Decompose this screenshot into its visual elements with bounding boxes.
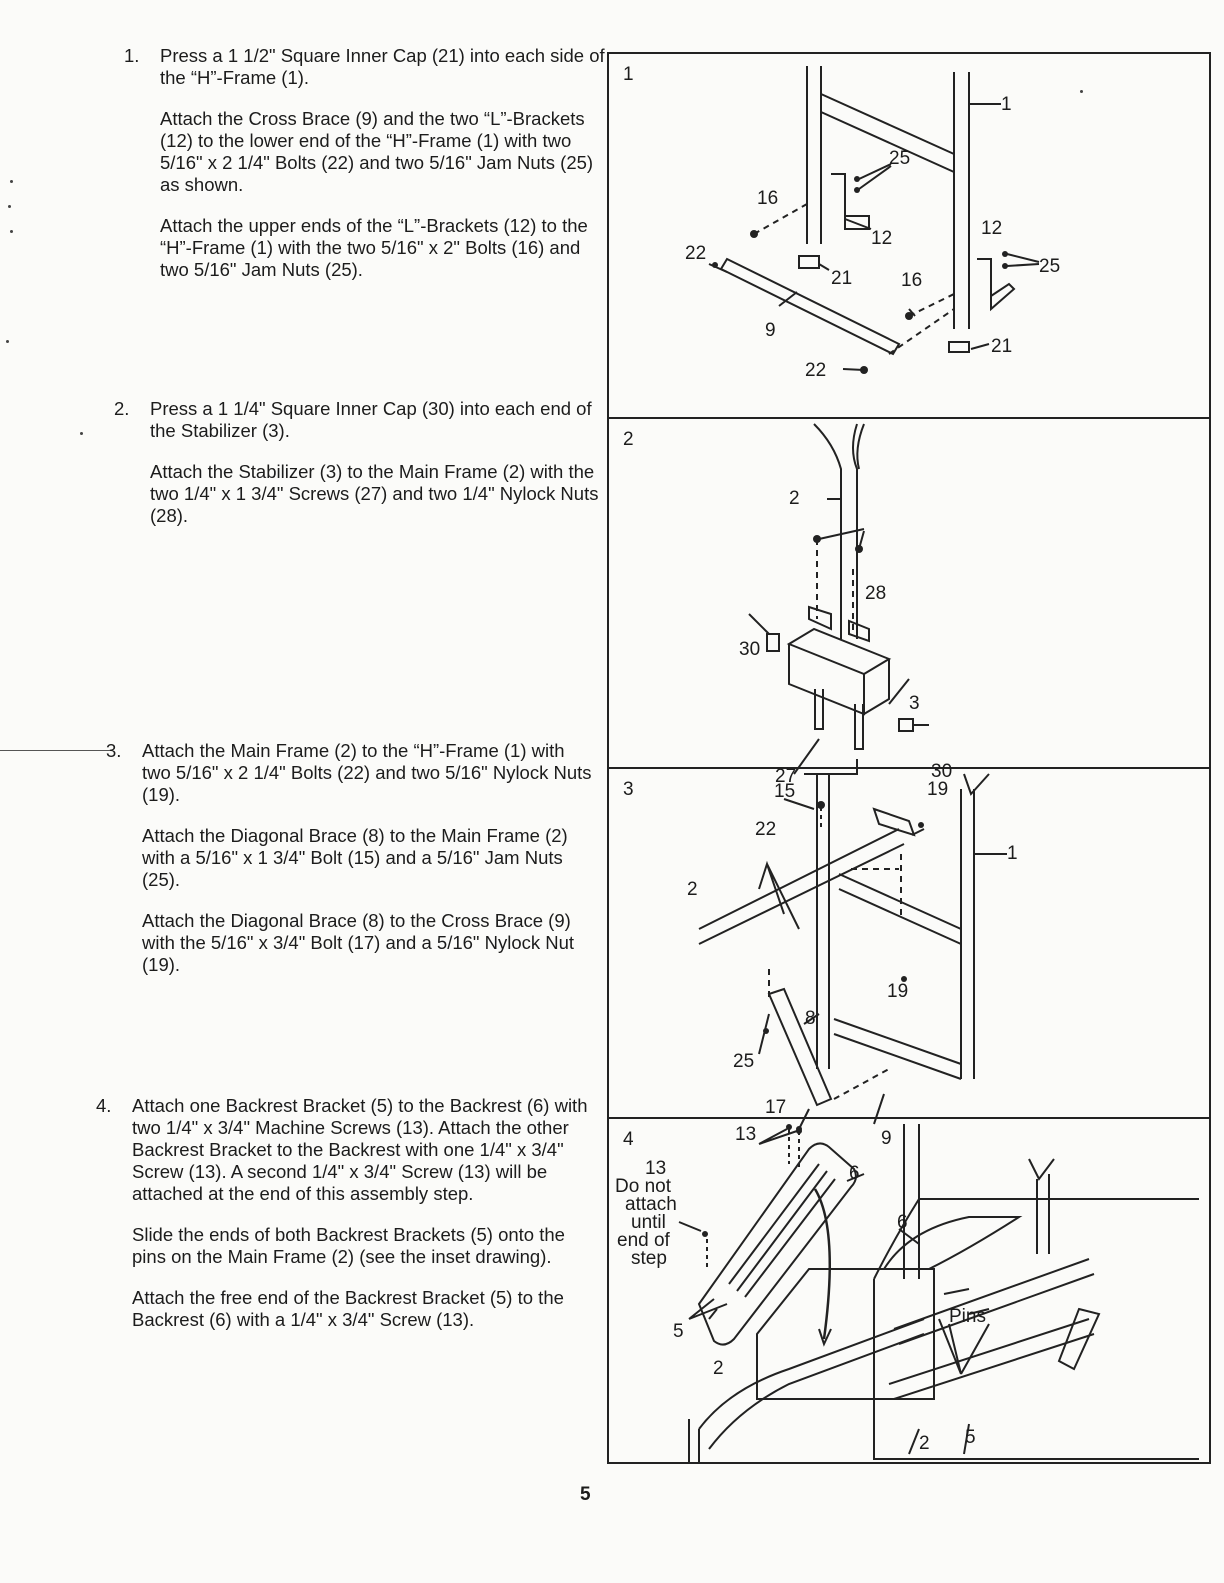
callout-21: 21 bbox=[831, 268, 853, 289]
step-paragraph: Attach the Diagonal Brace (8) to the Cross Brace (9) with the 5/16" x 3/4" Bolt (17) and a 5/16" Nylock Nut (19). bbox=[142, 910, 575, 975]
do-not-attach-note: Do not bbox=[615, 1176, 671, 1197]
callout-27: 27 bbox=[775, 766, 797, 787]
panel-number: 4 bbox=[623, 1129, 634, 1150]
callout-2: 2 bbox=[713, 1358, 724, 1379]
callout-9: 9 bbox=[881, 1128, 892, 1149]
callout-3: 3 bbox=[909, 693, 920, 714]
callout-17: 17 bbox=[765, 1097, 787, 1118]
step-number: 3. bbox=[106, 740, 122, 761]
step-3 bbox=[106, 740, 592, 995]
do-not-attach-note: step bbox=[631, 1248, 667, 1269]
callout-2: 2 bbox=[789, 488, 800, 509]
step-paragraph: Attach the Main Frame (2) to the “H”-Frame (1) with two 5/16" x 2 1/4" Bolts (22) and two 5/16" Nylock Nuts (19). bbox=[142, 740, 592, 805]
callout-13: 13 bbox=[735, 1124, 757, 1145]
callout-1: 1 bbox=[1001, 94, 1012, 115]
step-1 bbox=[124, 45, 610, 300]
callout-22: 22 bbox=[755, 819, 777, 840]
step-number: 1. bbox=[124, 45, 140, 66]
scan-speck bbox=[10, 180, 13, 183]
step-paragraph: Attach the free end of the Backrest Bracket (5) to the Backrest (6) with a 1/4" x 3/4" Screw (13). bbox=[132, 1287, 564, 1330]
diagram-panel-2 bbox=[609, 419, 1209, 787]
callout-19: 19 bbox=[887, 981, 909, 1002]
step-paragraph: Attach the Diagonal Brace (8) to the Main Frame (2) with a 5/16" x 1 3/4" Bolt (15) and a 5/16" Jam Nuts (25). bbox=[142, 825, 568, 890]
callout-19: 19 bbox=[927, 779, 949, 800]
step-number: 2. bbox=[114, 398, 130, 419]
step-4 bbox=[96, 1095, 592, 1350]
step-2 bbox=[114, 398, 605, 546]
callout-6: 6 bbox=[849, 1163, 860, 1184]
step-paragraph: Press a 1 1/4" Square Inner Cap (30) into each end of the Stabilizer (3). bbox=[150, 398, 592, 441]
callout-9: 9 bbox=[765, 320, 776, 341]
step-paragraph: Attach the Cross Brace (9) and the two “L”-Brackets (12) to the lower end of the “H”-Frame (1) with two 5/16" x 2 1/4" Bolts (22) and two 5/16" Jam Nuts (25) as shown. bbox=[160, 108, 594, 195]
callout-30: 30 bbox=[739, 639, 761, 660]
callout-12: 12 bbox=[871, 228, 893, 249]
callout-15: 15 bbox=[774, 781, 796, 802]
panel-number: 1 bbox=[623, 64, 634, 85]
backrest-diagram bbox=[609, 1119, 1209, 1462]
do-not-attach-note: until bbox=[631, 1212, 666, 1233]
callout-2: 2 bbox=[919, 1433, 930, 1454]
callout-21: 21 bbox=[991, 336, 1013, 357]
callout-2: 2 bbox=[687, 879, 698, 900]
callout-12: 12 bbox=[981, 218, 1003, 239]
step-paragraph: Press a 1 1/2" Square Inner Cap (21) into each side of the “H”-Frame (1). bbox=[160, 45, 605, 88]
diagram-panel-1 bbox=[609, 54, 1209, 419]
panel-number: 3 bbox=[623, 779, 634, 800]
scan-speck bbox=[1080, 90, 1083, 93]
do-not-attach-note: attach bbox=[625, 1194, 677, 1215]
step-paragraph: Slide the ends of both Backrest Brackets (5) onto the pins on the Main Frame (2) (see the inset drawing). bbox=[132, 1224, 565, 1267]
callout-25: 25 bbox=[733, 1051, 755, 1072]
callout-16: 16 bbox=[757, 188, 779, 209]
callout-8: 8 bbox=[805, 1008, 816, 1029]
pins-label: Pins bbox=[949, 1306, 986, 1327]
callout-22: 22 bbox=[805, 360, 827, 381]
diagram-panels bbox=[607, 52, 1211, 1464]
callout-22: 22 bbox=[685, 243, 707, 264]
h-frame-diagram bbox=[609, 54, 1209, 417]
do-not-attach-note: end of bbox=[617, 1230, 670, 1251]
step-number: 4. bbox=[96, 1095, 112, 1116]
step-paragraph: Attach the upper ends of the “L”-Brackets (12) to the “H”-Frame (1) with the two 5/16" x 2" Bolts (16) and two 5/16" Jam Nuts (25). bbox=[160, 215, 588, 280]
panel-number: 2 bbox=[623, 429, 634, 450]
scan-speck bbox=[6, 340, 9, 343]
callout-30: 30 bbox=[931, 761, 953, 782]
scan-speck bbox=[80, 432, 83, 435]
callout-25: 25 bbox=[889, 148, 911, 169]
callout-6: 6 bbox=[897, 1212, 908, 1233]
margin-rule bbox=[0, 750, 110, 751]
scan-speck bbox=[8, 205, 11, 208]
main-frame-stabilizer-diagram bbox=[609, 419, 1209, 787]
scan-speck bbox=[10, 230, 13, 233]
callout-5: 5 bbox=[673, 1321, 684, 1342]
callout-16: 16 bbox=[901, 270, 923, 291]
callout-1: 1 bbox=[1007, 843, 1018, 864]
callout-13: 13 bbox=[645, 1158, 667, 1179]
callout-25: 25 bbox=[1039, 256, 1061, 277]
callout-5: 5 bbox=[965, 1427, 976, 1448]
step-paragraph: Attach one Backrest Bracket (5) to the Backrest (6) with two 1/4" x 3/4" Machine Screws (13). Attach the other Backrest Bracket to the Backrest with one 1/4" x 3/4" Screw (13). A second 1/4" x 3/4" Screw (13) will be attached at the end of this assembly step. bbox=[132, 1095, 588, 1204]
page-number: 5 bbox=[580, 1484, 591, 1505]
diagram-panel-4 bbox=[609, 1119, 1209, 1462]
step-paragraph: Attach the Stabilizer (3) to the Main Frame (2) with the two 1/4" x 1 3/4" Screws (27) and two 1/4" Nylock Nuts (28). bbox=[150, 461, 599, 526]
callout-28: 28 bbox=[865, 583, 887, 604]
